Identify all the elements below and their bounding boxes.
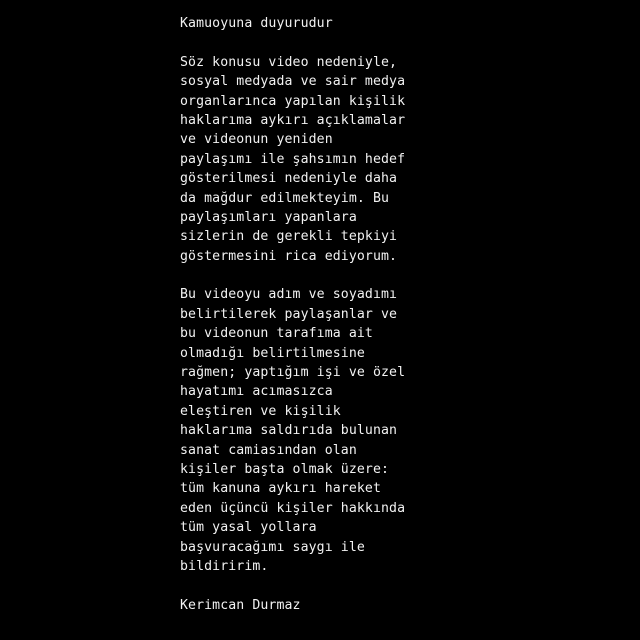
paragraph-2-line-9: sanat camiasından olan (180, 442, 357, 458)
paragraph-1-line-2: sosyal medyada ve sair medya (180, 74, 406, 90)
paragraph-1-line-11: göstermesini rica ediyorum. (180, 248, 398, 264)
paragraph-1-line-9: paylaşımları yapanlara (180, 209, 357, 225)
paragraph-2-line-14: başvuracağımı saygı ile (180, 539, 365, 555)
paragraph-2-line-10: kişiler başta olmak üzere: (180, 461, 390, 477)
paragraph-2-line-3: bu videonun tarafıma ait (180, 326, 373, 342)
paragraph-2-line-4: olmadığı belirtilmesine (180, 345, 365, 361)
paragraph-1-line-7: gösterilmesi nedeniyle daha (180, 171, 398, 187)
paragraph-1-line-4: haklarıma aykırı açıklamalar (180, 112, 406, 128)
paragraph-2-line-12: eden üçüncü kişiler hakkında (180, 500, 406, 516)
paragraph-1 (180, 53, 630, 266)
paragraph-spacer (180, 33, 630, 52)
paragraph-2-line-11: tüm kanuna aykırı hareket (180, 481, 381, 497)
paragraph-2-line-2: belirtilerek paylaşanlar ve (180, 306, 398, 322)
paragraph-1-line-6: paylaşımı ile şahsımın hedef (180, 151, 406, 167)
paragraph-2-line-6: hayatımı acımasızca (180, 384, 333, 400)
paragraph-1-line-8: da mağdur edilmekteyim. Bu (180, 190, 390, 206)
signature: Kerimcan Durmaz (180, 597, 301, 613)
paragraph-spacer (180, 266, 630, 285)
paragraph-2 (180, 285, 630, 576)
statement-title: Kamuoyuna duyurudur (180, 16, 333, 31)
paragraph-1-line-10: sizlerin de gerekli tepkiyi (180, 229, 398, 245)
paragraph-1-line-5: ve videonun yeniden (180, 132, 333, 148)
paragraph-2-line-13: tüm yasal yollara (180, 520, 317, 536)
paragraph-spacer (180, 576, 630, 595)
paragraph-2-line-8: haklarıma saldırıda bulunan (180, 423, 398, 439)
paragraph-2-line-7: eleştiren ve kişilik (180, 403, 341, 419)
paragraph-1-line-3: organlarınca yapılan kişilik (180, 93, 406, 109)
paragraph-2-line-1: Bu videoyu adım ve soyadımı (180, 287, 398, 303)
public-statement (180, 14, 630, 615)
paragraph-1-line-1: Söz konusu video nedeniyle, (180, 54, 398, 70)
paragraph-2-line-5: rağmen; yaptığım işi ve özel (180, 365, 406, 381)
paragraph-2-line-15: bildiririm. (180, 558, 269, 574)
